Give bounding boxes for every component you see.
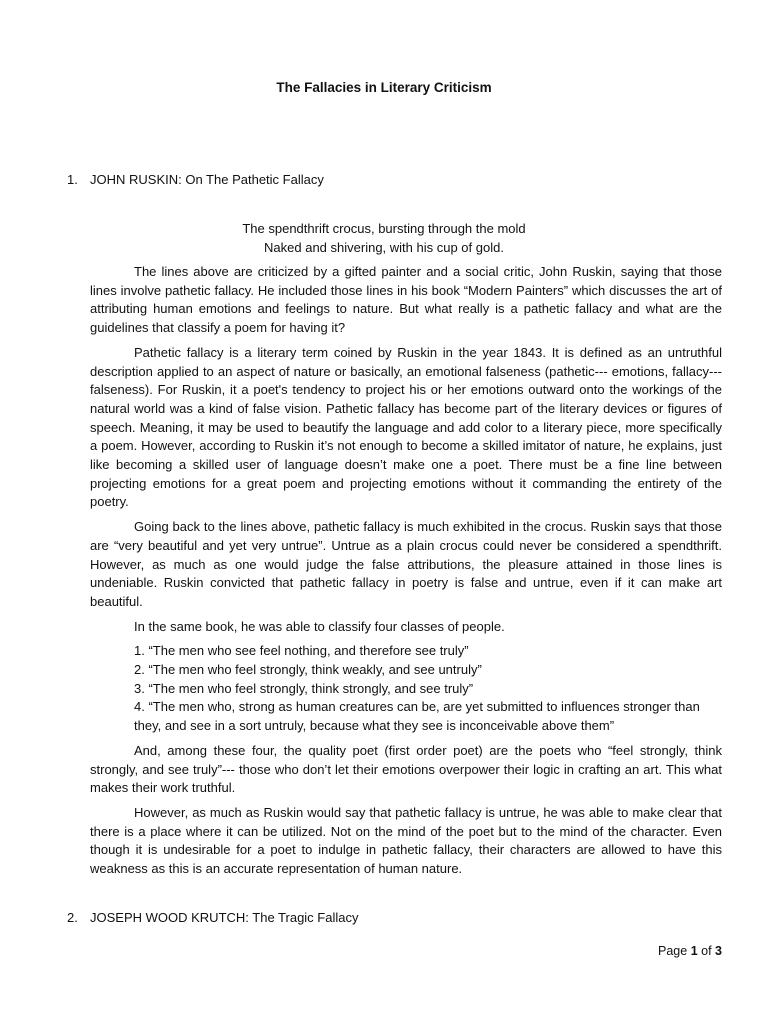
paragraph: And, among these four, the quality poet (first order poet) are the poets who “feel strongly, think strongly, and see truly”--- those who don’t let their emotions overpower their logic in crafting an art. This what makes their work truthful. — [90, 742, 722, 796]
paragraph: Pathetic fallacy is a literary term coined by Ruskin in the year 1843. It is defined as an untruthful description applied to an aspect of nature or basically, an emotional falseness (pathetic--- emotions, fallacy--- falseness). For Ruskin, it a poet's tendency to project his or her emotions outward onto the workings of the natural world was a kind of false vision. Pathetic fallacy has become part of the literary devices or figures of speech. Meaning, it may be used to beautify the language and add color to a literary piece, more specifically a poem. However, according to Ruskin it’s not enough to become a skilled imitator of nature, he explains, just like becoming a skilled user of language doesn’t make one a poet. There must be a fine line between projecting emotions for a great poem and projecting emotions without it commanding the entirety of the poetry. — [90, 344, 722, 510]
list-item: 1. “The men who see feel nothing, and therefore see truly” — [134, 643, 469, 659]
list-item: 3. “The men who feel strongly, think strongly, and see truly” — [134, 680, 474, 696]
page-total: 3 — [715, 944, 722, 958]
section-heading-1 — [67, 172, 324, 187]
document-title: The Fallacies in Literary Criticism — [276, 80, 492, 95]
poem-line: Naked and shivering, with his cup of gold. — [264, 240, 504, 255]
paragraph: Going back to the lines above, pathetic fallacy is much exhibited in the crocus. Ruskin says that those are “very beautiful and yet very untrue”. Untrue as a plain crocus could never be considered a spendthrift. However, as much as one would judge the false attributions, the pleasure attained in those lines is undeniable. Ruskin convicted that pathetic fallacy in poetry is false and untrue, even if it can make art beautiful. — [90, 519, 722, 609]
paragraph: The lines above are criticized by a gifted painter and a social critic, John Ruskin, saying that those lines involve pathetic fallacy. He included those lines in his book “Modern Painters” which discusses the art of attributing human emotions and feelings to nature. But what really is a pathetic fallacy and what are the guidelines that classify a poem for having it? — [90, 264, 722, 336]
list-item: 2. “The men who feel strongly, think weakly, and see untruly” — [134, 662, 482, 678]
body-text — [90, 263, 722, 885]
section-heading-text: JOHN RUSKIN: On The Pathetic Fallacy — [90, 172, 324, 187]
page-footer — [658, 944, 722, 958]
paragraph: In the same book, he was able to classify four classes of people. — [134, 618, 505, 634]
poem-line: The spendthrift crocus, bursting through the mold — [242, 221, 526, 236]
page-label: Page — [658, 944, 688, 958]
section-number: 2. — [67, 910, 78, 925]
section-number: 1. — [67, 172, 78, 187]
section-heading-text: JOSEPH WOOD KRUTCH: The Tragic Fallacy — [90, 910, 359, 925]
section-heading-2 — [67, 910, 358, 925]
poem-excerpt — [0, 219, 768, 257]
page-number: 1 — [690, 944, 698, 958]
paragraph: However, as much as Ruskin would say that pathetic fallacy is untrue, he was able to make clear that there is a place where it can be utilized. Not on the mind of the poet but to the mind of the character. Even though it is undesirable for a poet to indulge in pathetic fallacy, their characters are allowed to have this weakness as this is an accurate representation of human nature. — [90, 804, 722, 877]
of-label: of — [701, 944, 712, 958]
list-item: 4. “The men who, strong as human creatures can be, are yet submitted to influences stronger than they, and see in a sort untruly, because what they see is inconceivable above them” — [134, 699, 700, 734]
classes-list — [90, 642, 722, 736]
